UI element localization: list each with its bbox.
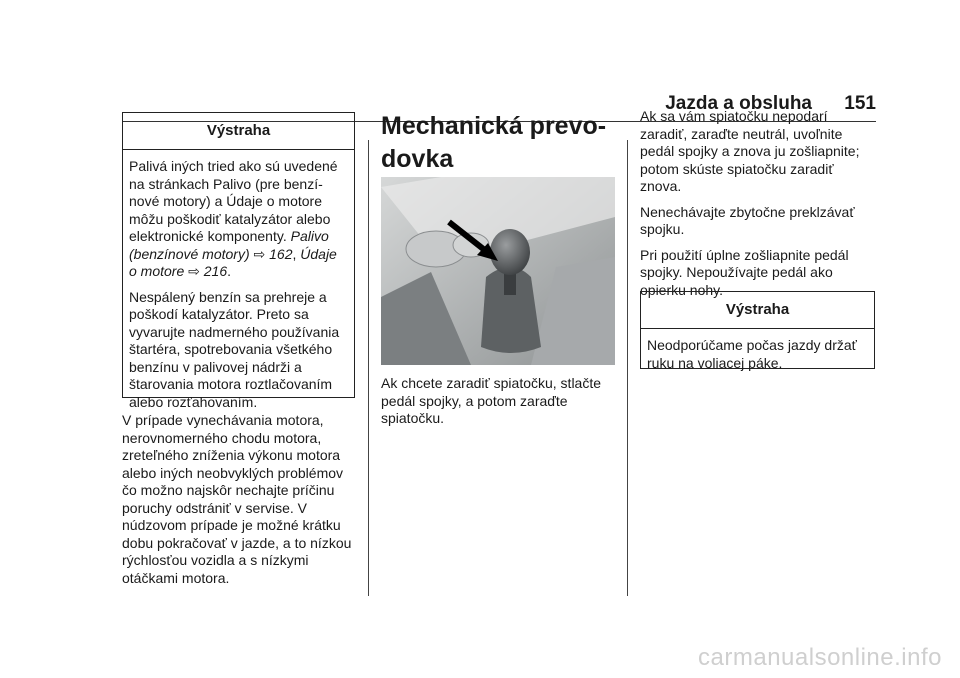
right-body-text xyxy=(640,108,876,299)
page-ref-216[interactable]: 216 xyxy=(203,263,228,279)
gear-shift-illustration xyxy=(381,177,615,365)
warning-title: Výstraha xyxy=(206,122,271,139)
column-divider-1 xyxy=(368,140,369,596)
page-reference-arrow-icon: ⇨ xyxy=(253,245,266,262)
body-paragraph: V prípade vynechávania motora, nerovnomerného chodu motora, zreteľného zníženia výkonu motora alebo iných neobvyklých problémov čo možno najskôr nechajte príčinu poruchy odstrániť v servise. V núdzovom prípade je možné krátku dobu pokračovať v jazde, a to nízkou rýchlosťou vozidla a s nízkymi otáčkami motora. xyxy=(122,412,352,586)
warning-p1-text: Palivá iných tried ako sú uvedené na stránkach Palivo (pre benzí-nové motory) a Údaje o motore môžu poškodiť katalyzátor alebo elektronické komponenty. xyxy=(129,158,338,244)
link-fuel-petrol[interactable]: Palivo (benzínové motory) xyxy=(129,228,329,262)
page-number: 151 xyxy=(844,93,876,114)
reverse-gear-paragraph: Ak chcete zaradiť spiatočku, stlačte pedál spojky, a potom zaraďte spiatočku. xyxy=(381,375,602,426)
page-reference-arrow-icon: ⇨ xyxy=(188,263,200,279)
gear-lever-photo xyxy=(381,177,615,365)
right-paragraph-2: Nenechávajte zbytočne preklzávať spojku. xyxy=(640,203,855,237)
warning-paragraph-1: Palivá iných tried ako sú uvedené na stránkach Palivo (pre benzí-nové motory) a Údaje o motore môžu poškodiť katalyzátor alebo elektronické komponenty. Palivo (benzínové motory) ⇨ 162, Údaje o motore ⇨ 216. xyxy=(129,158,338,279)
link-engine-data[interactable]: Údaje o motore xyxy=(129,245,337,279)
page-ref-162[interactable]: 162 xyxy=(269,245,293,262)
warning-body xyxy=(123,150,354,417)
warning-paragraph: Neodporúčame počas jazdy držať ruku na voliacej páke. xyxy=(647,337,857,371)
warning-paragraph-2: Nespálený benzín sa prehreje a poškodí katalyzátor. Preto sa vyvarujte nadmerného používania štartéra, spotrebovania všetkého benzínu v palivovej nádrži a štarovania motora roztlačovaním alebo rozťahovaním. xyxy=(129,288,340,410)
section-title: Jazda a obsluha xyxy=(665,93,812,114)
warning-title: Výstraha xyxy=(725,301,790,318)
right-paragraph-1: Ak sa vám spiatočku nepodarí zaradiť, zaraďte neutrál, uvoľnite pedál spojky a znova ju zošliapnite; potom skúste spiatočku zaradiť znova. xyxy=(640,108,860,194)
warning-box-fuel xyxy=(122,112,355,410)
left-body-text xyxy=(122,412,356,587)
warning-body xyxy=(641,329,874,378)
mid-body-text xyxy=(381,375,617,428)
watermark: carmanualsonline.info xyxy=(698,644,942,671)
right-paragraph-3: Pri použití úplne zošliapnite pedál spojky. Nepoužívajte pedál ako opierku nohy. xyxy=(640,246,849,298)
column-divider-2 xyxy=(627,140,628,596)
warning-box-gear-lever xyxy=(640,291,875,369)
section-heading: Mechanická prevo-dovka xyxy=(381,112,607,173)
